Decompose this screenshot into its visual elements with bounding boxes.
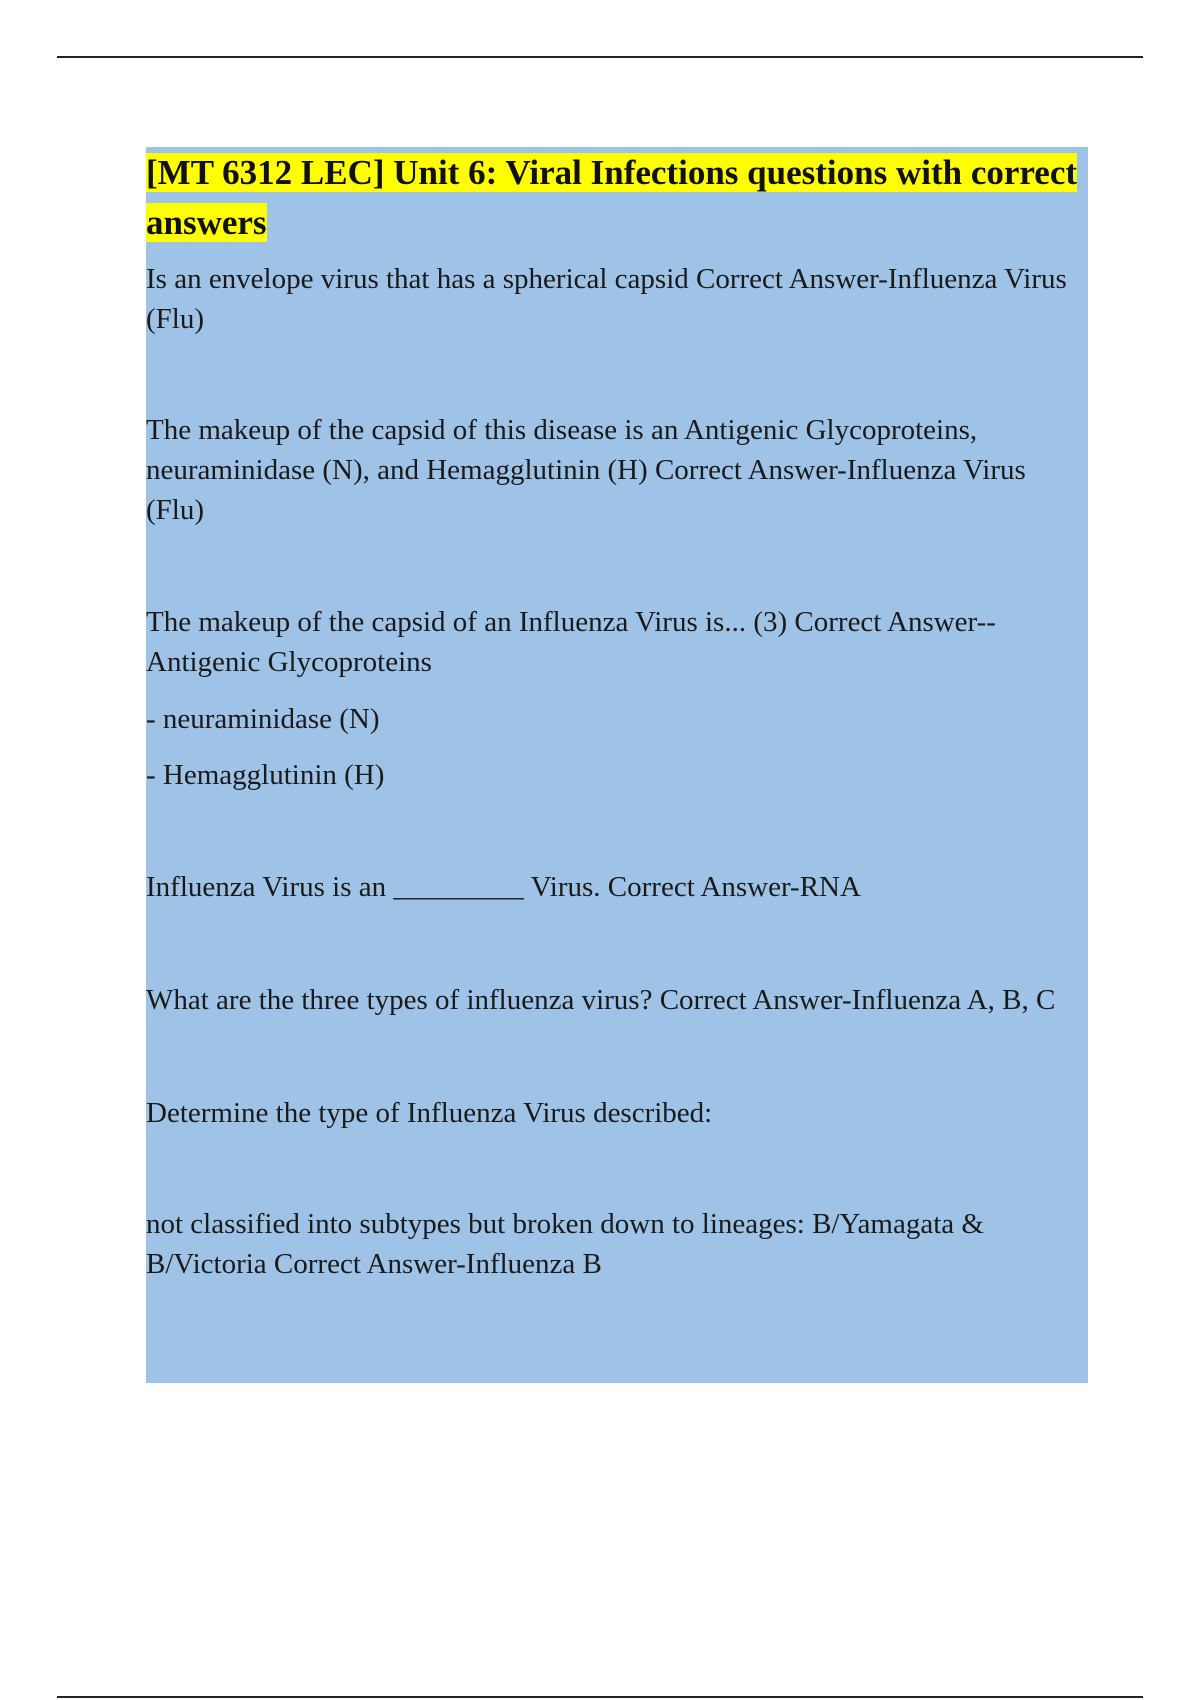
- qa-paragraph-1: Is an envelope virus that has a spherical capsid Correct Answer-Influenza Virus (Flu): [146, 263, 1067, 335]
- content-area: [146, 147, 1088, 1383]
- qa-list-item-hemagglutinin: - Hemagglutinin (H): [146, 759, 385, 791]
- qa-list-item-neuraminidase: - neuraminidase (N): [146, 703, 380, 735]
- document-title: [146, 147, 1088, 248]
- bottom-rule: [57, 1696, 1143, 1698]
- qa-paragraph-5: What are the three types of influenza virus? Correct Answer-Influenza A, B, C: [146, 984, 1056, 1016]
- highlighted-title-text: [MT 6312 LEC] Unit 6: Viral Infections questions with correct answers: [146, 153, 1078, 242]
- qa-paragraph-3: The makeup of the capsid of an Influenza Virus is... (3) Correct Answer-- Antigenic Glycoproteins: [146, 606, 996, 678]
- qa-paragraph-2: The makeup of the capsid of this disease is an Antigenic Glycoproteins, neuraminidase (N), and Hemagglutinin (H) Correct Answer-Influenza Virus (Flu): [146, 414, 1026, 526]
- qa-paragraph-7: not classified into subtypes but broken down to lineages: B/Yamagata & B/Victoria Correct Answer-Influenza B: [146, 1208, 984, 1280]
- qa-paragraph-4: Influenza Virus is an _________ Virus. Correct Answer-RNA: [146, 871, 861, 903]
- qa-paragraph-6: Determine the type of Influenza Virus described:: [146, 1097, 713, 1129]
- top-rule: [57, 56, 1143, 58]
